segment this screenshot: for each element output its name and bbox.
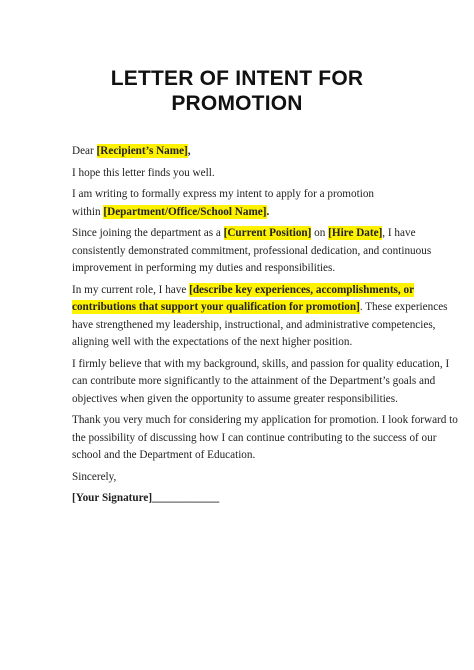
- experiences-placeholder-part-2: contributions that support your qualification for promotion]: [72, 301, 360, 313]
- recipient-name-placeholder: [Recipient’s Name]: [96, 145, 188, 157]
- paragraph-background: Since joining the department as a [Current Position] on [Hire Date], I have consistently demonstrated commitment, professional dedication, and continuous improvement in performing my duties and responsibilities.: [72, 227, 432, 274]
- department-placeholder: [Department/Office/School Name]: [103, 205, 267, 218]
- current-position-placeholder: [Current Position]: [223, 227, 312, 239]
- title-line-2: PROMOTION: [171, 92, 303, 115]
- paragraph-intent: I am writing to formally express my intent to apply for a promotion within [Department/Office/School Name].: [72, 188, 375, 218]
- paragraph-current-role: In my current role, I have [describe key experiences, accomplishments, or contributions that support your qualification for promotion]. These experiences have strengthened my leadership, instructional, and administrative competencies, aligning well with the expectations of the next higher position.: [72, 283, 448, 348]
- salutation: Dear [Recipient’s Name],: [72, 145, 191, 157]
- experiences-placeholder-part-1: [describe key experiences, accomplishments, or: [189, 283, 415, 296]
- hire-date-placeholder: [Hire Date]: [328, 227, 383, 239]
- signature-line: [Your Signature]____________: [72, 492, 220, 504]
- closing: Sincerely,: [72, 470, 117, 483]
- title-line-1: LETTER OF INTENT FOR: [110, 67, 364, 90]
- paragraph-greeting: I hope this letter finds you well.: [72, 166, 215, 179]
- document-title: [0, 66, 474, 116]
- letter-body: [72, 143, 458, 508]
- paragraph-belief: I firmly believe that with my background, skills, and passion for quality education, I can contribute more significantly to the attainment of the Department’s goals and objectives when given the opportunity to assume greater responsibilities.: [72, 357, 450, 405]
- paragraph-thanks: Thank you very much for considering my application for promotion. I look forward to the possibility of discussing how I can continue contributing to the success of our school and the Department of Education.: [72, 414, 458, 461]
